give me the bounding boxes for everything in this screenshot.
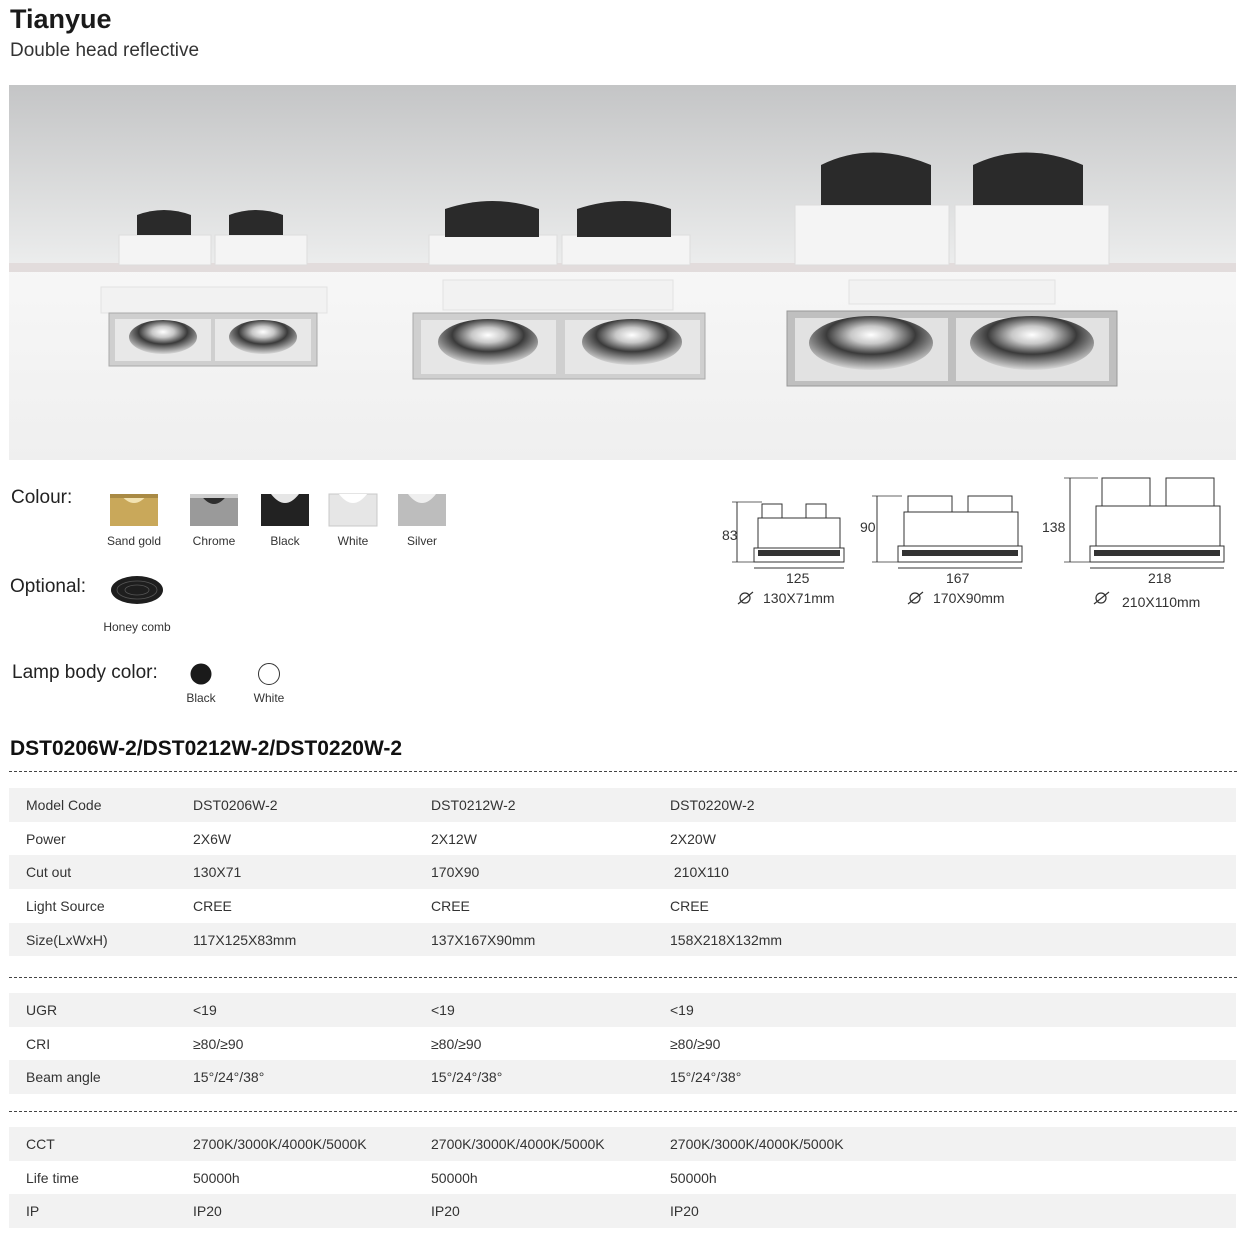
- divider: [9, 771, 1237, 772]
- spec-value: 2X20W: [670, 830, 716, 847]
- sand-gold-swatch: [108, 490, 160, 528]
- colour-option-sand-gold[interactable]: [99, 490, 169, 548]
- model-heading: DST0206W-2/DST0212W-2/DST0220W-2: [10, 737, 403, 760]
- spec-value: <19: [193, 1001, 217, 1018]
- dim-width: 125: [786, 570, 810, 586]
- spec-value: 137X167X90mm: [431, 931, 536, 948]
- spec-value: 15°/24°/38°: [193, 1069, 265, 1086]
- dim-height: 138: [1042, 519, 1066, 535]
- colour-option-white[interactable]: [318, 490, 388, 548]
- spec-value: <19: [431, 1001, 455, 1018]
- product-title: Tianyue: [10, 4, 112, 34]
- colour-label: Colour:: [11, 487, 73, 508]
- spec-value: 170X90: [431, 864, 480, 881]
- spec-value: CREE: [670, 897, 709, 914]
- spec-label: Beam angle: [26, 1069, 101, 1086]
- spec-label: UGR: [26, 1001, 58, 1018]
- dim-height: 83: [722, 527, 738, 543]
- spec-row: [9, 1127, 1236, 1161]
- honeycomb-icon: [109, 574, 165, 606]
- cutout-icon: [738, 592, 753, 604]
- dim-width: 167: [946, 570, 970, 586]
- lamp-body-label: Lamp body color:: [12, 662, 158, 683]
- spec-value: 2700K/3000K/4000K/5000K: [431, 1135, 605, 1152]
- spec-label: Life time: [26, 1169, 79, 1186]
- spec-value: DST0206W-2: [193, 796, 278, 813]
- spec-value: ≥80/≥90: [670, 1035, 721, 1052]
- silver-swatch: [396, 490, 448, 528]
- cutout-icon: [1094, 592, 1109, 604]
- spec-value: DST0212W-2: [431, 796, 516, 813]
- spec-value: CREE: [431, 897, 470, 914]
- spec-value: ≥80/≥90: [431, 1035, 482, 1052]
- spec-row: [9, 1060, 1236, 1094]
- spec-label: CRI: [26, 1035, 51, 1052]
- lamp-body-option-name: White: [253, 691, 285, 705]
- product-hero-image: [9, 85, 1236, 460]
- dimension-drawing-large: [1042, 478, 1224, 610]
- dimension-drawing-small: [722, 502, 844, 606]
- spec-value: <19: [670, 1001, 694, 1018]
- spec-value: 2X6W: [193, 830, 232, 847]
- dim-cutout: 210X110mm: [1122, 594, 1201, 610]
- spec-row: [9, 822, 1236, 856]
- spec-value: DST0220W-2: [670, 796, 755, 813]
- spec-value: 117X125X83mm: [193, 931, 297, 948]
- spec-value: 50000h: [431, 1169, 478, 1186]
- lamp-body-white-dot[interactable]: [257, 662, 281, 686]
- spec-value: IP20: [670, 1203, 699, 1220]
- lamp-body-black-dot[interactable]: [189, 662, 213, 686]
- spec-row: [9, 1194, 1236, 1228]
- spec-value: 2700K/3000K/4000K/5000K: [670, 1135, 844, 1152]
- optional-honeycomb[interactable]: [97, 574, 177, 634]
- chrome-swatch: [188, 490, 240, 528]
- black-swatch: [259, 490, 311, 528]
- spec-value: 158X218X132mm: [670, 931, 783, 948]
- spec-value: 50000h: [193, 1169, 240, 1186]
- spec-group-basic: [9, 788, 1236, 956]
- spec-row: [9, 855, 1236, 889]
- spec-group-optics: [9, 993, 1236, 1094]
- spec-label: Power: [26, 830, 66, 847]
- white-swatch: [327, 490, 379, 528]
- colour-option-black[interactable]: [250, 490, 320, 548]
- divider: [9, 1111, 1237, 1112]
- colour-name: Sand gold: [106, 534, 162, 548]
- optional-label: Optional:: [10, 576, 87, 597]
- spec-group-electrical: [9, 1127, 1236, 1228]
- spec-value: IP20: [431, 1203, 460, 1220]
- dim-height: 90: [860, 519, 876, 535]
- dim-cutout: 130X71mm: [763, 590, 835, 606]
- spec-label: Light Source: [26, 897, 105, 914]
- spec-value: ≥80/≥90: [193, 1035, 244, 1052]
- colour-option-silver[interactable]: [387, 490, 457, 548]
- colour-name: White: [337, 534, 369, 548]
- spec-row: [9, 1161, 1236, 1195]
- spec-value: CREE: [193, 897, 232, 914]
- spec-label: Model Code: [26, 796, 102, 813]
- spec-value: 2700K/3000K/4000K/5000K: [193, 1135, 367, 1152]
- spec-value: 130X71: [193, 864, 242, 881]
- colour-name: Chrome: [192, 534, 236, 548]
- spec-label: Size(LxWxH): [26, 931, 108, 948]
- spec-row: [9, 993, 1236, 1027]
- spec-value: 50000h: [670, 1169, 717, 1186]
- spec-value: 15°/24°/38°: [431, 1069, 503, 1086]
- colour-name: Silver: [406, 534, 437, 548]
- spec-row: [9, 923, 1236, 957]
- dimension-drawing-medium: [860, 496, 1022, 606]
- colour-name: Black: [270, 534, 300, 548]
- spec-label: Cut out: [26, 864, 72, 881]
- spec-value: 15°/24°/38°: [670, 1069, 742, 1086]
- spec-value: 2X12W: [431, 830, 477, 847]
- dim-cutout: 170X90mm: [933, 590, 1005, 606]
- dimension-drawings: [720, 470, 1240, 620]
- dim-width: 218: [1148, 570, 1172, 586]
- spec-value: 210X110: [670, 864, 729, 881]
- lamp-body-option-name: Black: [186, 691, 216, 705]
- optional-name: Honey comb: [103, 620, 171, 634]
- spec-row: [9, 889, 1236, 923]
- spec-value: IP20: [193, 1203, 222, 1220]
- divider: [9, 977, 1237, 978]
- spec-row: [9, 788, 1236, 822]
- product-subtitle: Double head reflective: [10, 40, 200, 61]
- spec-label: CCT: [26, 1135, 55, 1152]
- cutout-icon: [908, 592, 923, 604]
- spec-row: [9, 1027, 1236, 1061]
- spec-label: IP: [26, 1203, 40, 1220]
- colour-option-chrome[interactable]: [179, 490, 249, 548]
